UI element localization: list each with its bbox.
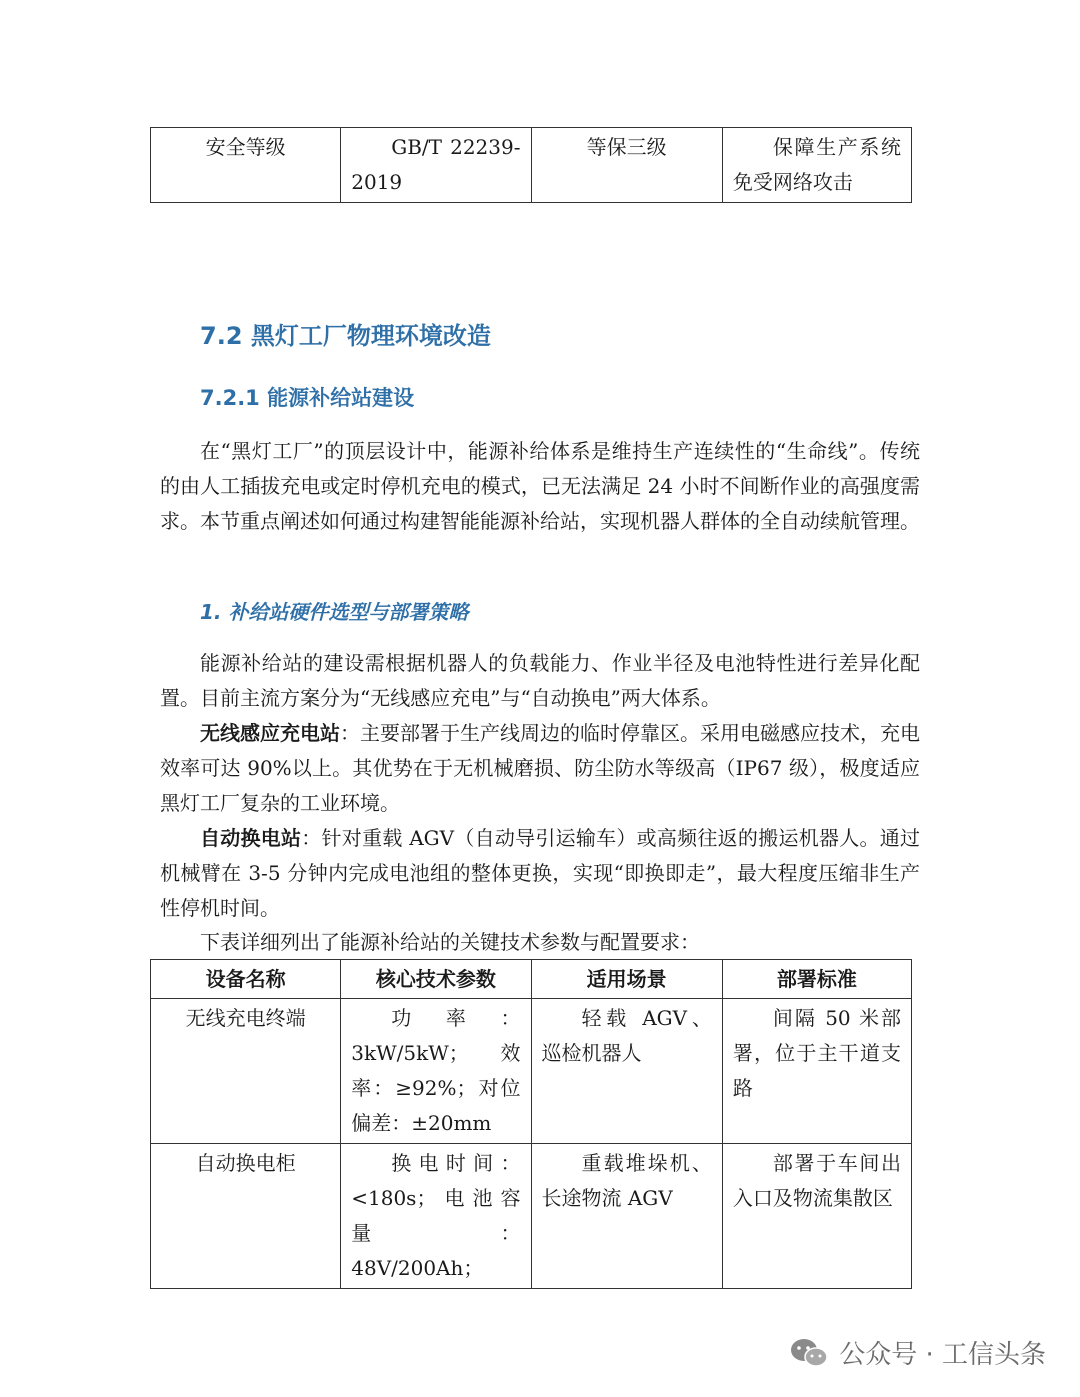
config-paragraph: 能源补给站的建设需根据机器人的负载能力、作业半径及电池特性进行差异化配置。目前主流方案分为“无线感应充电”与“自动换电”两大体系。 <box>160 651 920 710</box>
swap-label: 自动换电站 <box>200 826 302 850</box>
table-row <box>151 128 912 203</box>
table-cell: 换电时间：<180s；电池容量：48V/200Ah； <box>341 1144 531 1289</box>
security-standard-table <box>150 127 912 203</box>
wechat-icon <box>789 1337 829 1369</box>
swap-text: ：针对重载 AGV（自动导引运输车）或高频往返的搬运机器人。通过机械臂在 3-5 分钟内完成电池组的整体更换，实现“即换即走”，最大程度压缩非生产性停机时间。 <box>160 826 920 920</box>
table-row <box>151 999 912 1144</box>
table-cell: 自动换电柜 <box>151 1144 341 1289</box>
wireless-text: ：主要部署于生产线周边的临时停靠区。采用电磁感应技术，充电效率可达 90%以上。其优势在于无机械磨损、防尘防水等级高（IP67 级），极度适应黑灯工厂复杂的工业环境。 <box>160 721 920 815</box>
table-header-row <box>151 960 912 999</box>
column-header: 部署标准 <box>722 960 911 999</box>
spec-table <box>150 959 912 1289</box>
wireless-label: 无线感应充电站 <box>200 721 340 745</box>
watermark <box>789 1334 1046 1371</box>
intro-paragraph: 在“黑灯工厂”的顶层设计中，能源补给体系是维持生产连续性的“生命线”。传统的由人工插拔充电或定时停机充电的模式，已无法满足 24 小时不间断作业的高强度需求。本节重点阐述如何通过构建智能能源补给站，实现机器人群体的全自动续航管理。 <box>160 439 920 533</box>
table-cell: 重载堆垛机、长途物流 AGV <box>531 1144 722 1289</box>
item-heading: 1. 补给站硬件选型与部署策略 <box>200 600 469 624</box>
column-header: 设备名称 <box>151 960 341 999</box>
table-cell: 轻载 AGV、巡检机器人 <box>531 999 722 1144</box>
section-heading: 7.2 黑灯工厂物理环境改造 <box>200 322 491 350</box>
swap-paragraph <box>160 821 920 926</box>
table-cell: 无线充电终端 <box>151 999 341 1144</box>
table-cell: 间隔 50 米部署，位于主干道支路 <box>722 999 911 1144</box>
subsection-heading: 7.2.1 能源补给站建设 <box>200 386 415 410</box>
watermark-text: 公众号 · 工信头条 <box>839 1340 1046 1370</box>
table-cell: 功率：3kW/5kW；效率：≥92%；对位偏差：±20mm <box>341 999 531 1144</box>
table-cell: 安全等级 <box>151 128 341 203</box>
table-cell: 部署于车间出入口及物流集散区 <box>722 1144 911 1289</box>
table-cell: 保障生产系统免受网络攻击 <box>722 128 911 203</box>
wireless-paragraph <box>160 716 920 821</box>
table-row <box>151 1144 912 1289</box>
table-cell: GB/T 22239-2019 <box>341 128 531 203</box>
column-header: 适用场景 <box>531 960 722 999</box>
table-intro: 下表详细列出了能源补给站的关键技术参数与配置要求： <box>200 930 700 954</box>
table-cell: 等保三级 <box>531 128 722 203</box>
column-header: 核心技术参数 <box>341 960 531 999</box>
